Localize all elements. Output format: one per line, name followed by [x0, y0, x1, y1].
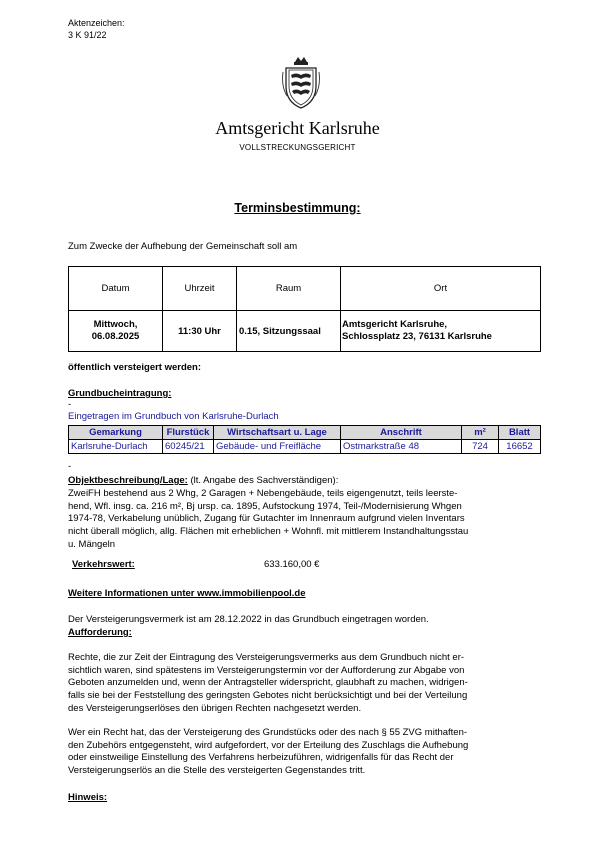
cell-uhrzeit: 11:30 Uhr	[163, 311, 237, 352]
col-flurstueck: Flurstück	[163, 426, 214, 440]
cell-flurstueck: 60245/21	[163, 440, 214, 454]
header-ort: Ort	[341, 267, 541, 311]
object-line: ZweiFH bestehend aus 2 Whg, 2 Garagen + Nebengebäude, teils eigengenutzt, teils leerste-	[68, 488, 458, 499]
case-number: 3 K 91/22	[68, 30, 107, 40]
col-gemarkung: Gemarkung	[69, 426, 163, 440]
paragraph-line: falls sie bei der Feststellung des geringsten Gebotes nicht berücksichtigt und bei der Verteilung	[68, 690, 468, 702]
request-paragraph-1	[68, 652, 540, 716]
cell-raum: 0.15, Sitzungssaal	[237, 311, 341, 352]
col-blatt: Blatt	[499, 426, 541, 440]
case-number-label: Aktenzeichen:	[68, 18, 125, 28]
ort-court: Amtsgericht Karlsruhe,	[342, 319, 448, 330]
notice-heading: Hinweis:	[68, 792, 108, 803]
auction-statement: öffentlich versteigert werden:	[68, 362, 202, 373]
court-name: Amtsgericht Karlsruhe	[215, 118, 380, 138]
appointment-table	[68, 266, 541, 352]
col-area: m²	[462, 426, 499, 440]
paragraph-line: den Zubehörs entgegensteht, wird aufgefordert, vor der Erteilung des Zuschlags die Aufhebung	[68, 739, 469, 751]
cell-ort	[341, 311, 541, 352]
cell-blatt: 16652	[499, 440, 541, 454]
paragraph-line: des Versteigerungserlöses den übrigen Rechten nachgesetzt werden.	[68, 702, 362, 714]
datum-weekday: Mittwoch,	[93, 319, 138, 330]
more-info-link[interactable]: Weitere Informationen unter www.immobilienpool.de	[68, 588, 306, 599]
ort-address: Schlossplatz 23, 76131 Karlsruhe	[342, 331, 492, 342]
cell-wirtschaftsart: Gebäude- und Freifläche	[214, 440, 341, 454]
coat-of-arms-icon	[281, 56, 321, 110]
object-description	[68, 488, 540, 552]
header-datum: Datum	[69, 267, 163, 311]
land-register-subtitle: Eingetragen im Grundbuch von Karlsruhe-Durlach	[68, 411, 279, 422]
header-uhrzeit: Uhrzeit	[163, 267, 237, 311]
col-anschrift: Anschrift	[341, 426, 462, 440]
appointment-value-row	[69, 311, 541, 352]
paragraph-line: sichtlich waren, sind spätestens im Versteigerungstermin vor der Aufforderung zur Abgabe von	[68, 664, 465, 676]
paragraph-line: Rechte, die zur Zeit der Eintragung des Versteigerungsvermerks aus dem Grundbuch nicht er-	[68, 652, 465, 663]
page-title: Terminsbestimmung:	[234, 201, 361, 215]
land-register-heading: Grundbucheintragung:	[68, 388, 172, 399]
request-heading: Aufforderung:	[68, 627, 132, 638]
registration-note: Der Versteigerungsvermerk ist am 28.12.2022 in das Grundbuch eingetragen worden.	[68, 614, 429, 625]
cell-gemarkung: Karlsruhe-Durlach	[69, 440, 163, 454]
court-department: VOLLSTRECKUNGSGERICHT	[239, 143, 356, 152]
object-line: hend, Wfl. insg. ca. 216 m², Bj ursp. ca. 1895, Aufstockung 1974, Teil-/Modernisierung Whgen	[68, 500, 462, 512]
object-dash: -	[68, 461, 72, 472]
intro-text: Zum Zwecke der Aufhebung der Gemeinschaft soll am	[68, 241, 298, 252]
cell-area: 724	[462, 440, 499, 454]
paragraph-line: Versteigerungserlös an die Stelle des versteigerten Gegenstandes tritt.	[68, 765, 366, 777]
object-heading-note: (lt. Angabe des Sachverständigen):	[187, 475, 339, 486]
object-heading: Objektbeschreibung/Lage:	[68, 475, 188, 486]
appointment-header-row	[69, 267, 541, 311]
object-line: 1974-78, Verkabelung unüblich, Zugang für Gutachter im Innenraum aufgrund vielen Inventars	[68, 513, 465, 525]
land-register-dash: -	[68, 399, 72, 410]
col-wirtschaftsart: Wirtschaftsart u. Lage	[214, 426, 341, 440]
object-heading-line	[68, 475, 338, 486]
table-row	[69, 440, 541, 454]
land-register-table	[68, 425, 541, 454]
header-raum: Raum	[237, 267, 341, 311]
object-line: u. Mängeln	[68, 538, 116, 550]
datum-date: 06.08.2025	[91, 331, 140, 342]
land-register-header-row	[69, 426, 541, 440]
paragraph-line: oder einstweilige Einstellung des Verfahrens herbeizuführen, widrigenfalls für das Recht der	[68, 752, 454, 764]
cell-datum	[69, 311, 163, 352]
market-value: 633.160,00 €	[264, 559, 320, 570]
cell-anschrift: Ostmarkstraße 48	[341, 440, 462, 454]
request-paragraph-2	[68, 727, 540, 778]
paragraph-line: Wer ein Recht hat, das der Versteigerung des Grundstücks oder des nach § 55 ZVG mithaften-	[68, 727, 468, 738]
market-value-label: Verkehrswert:	[72, 559, 135, 570]
object-line: nicht überall möglich, allg. Flächen mit erheblichen + Wohnfl. mit mittlerem Instandhaltungsstau	[68, 526, 469, 538]
paragraph-line: Geboten anzumelden und, wenn der Antragsteller widerspricht, glaubhaft zu machen, widrigen-	[68, 677, 468, 689]
